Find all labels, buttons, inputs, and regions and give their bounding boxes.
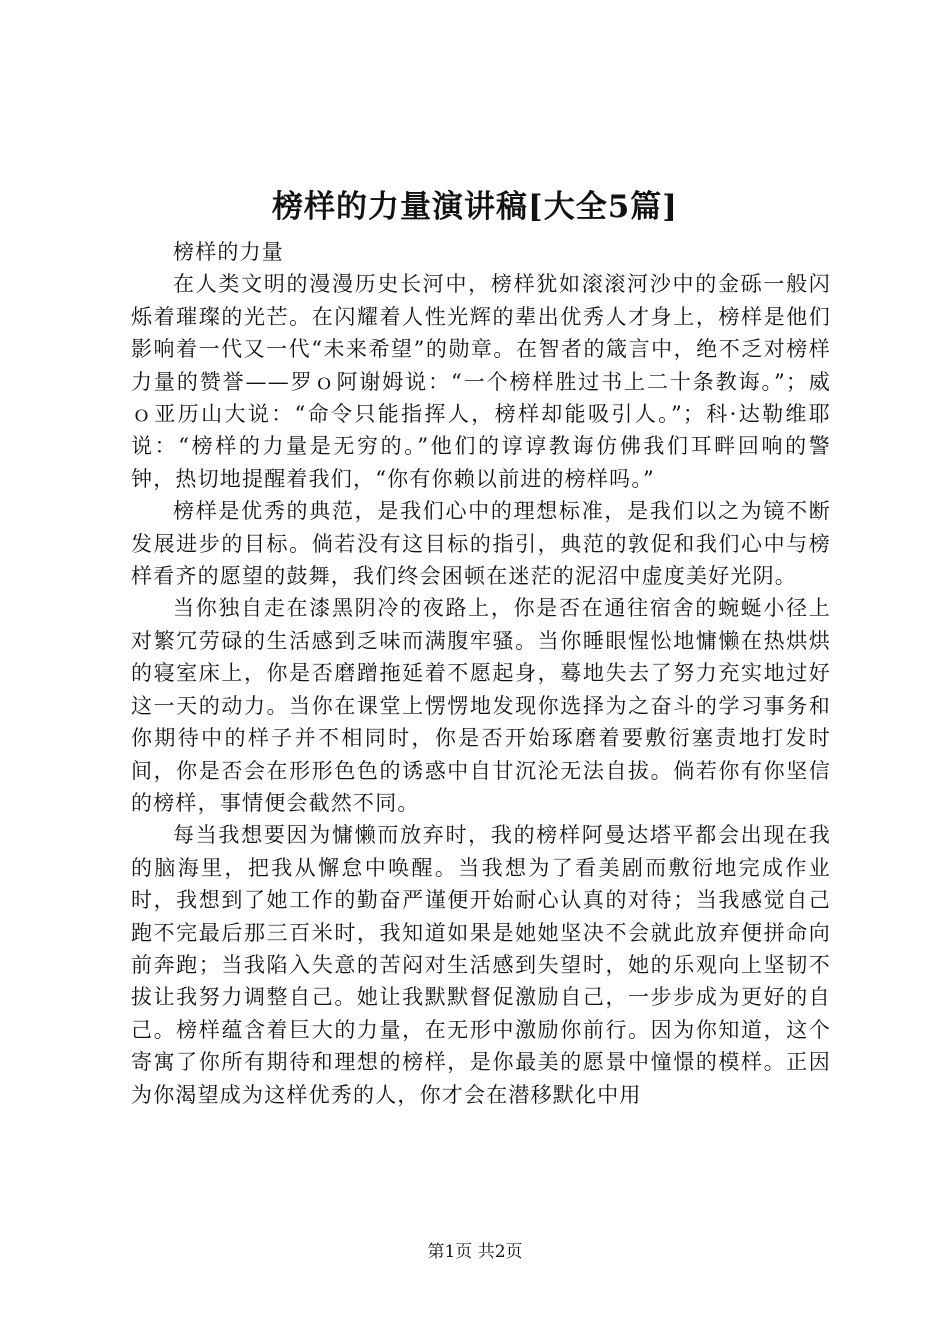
document-title: 榜样的力量演讲稿[大全5篇] xyxy=(272,189,678,225)
paragraph-4: 每当我想要因为慵懒而放弃时，我的榜样阿曼达塔平都会出现在我的脑海里，把我从懈怠中唤醒。当我想为了看美剧而敷衍地完成作业时，我想到了她工作的勤奋严谨便开始耐心认真的对待；当我感觉自己跑不完最后那三百米时，我知道如果是她她坚决不会就此放弃便拼命向前奔跑；当我陷入失意的苦闷对生活感到失望时，她的乐观向上坚韧不拔让我努力调整自己。她让我默默督促激励自己，一步步成为更好的自己。榜样蕴含着巨大的力量，在无形中激励你前行。因为你知道，这个寄寓了你所有期待和理想的榜样，是你最美的愿景中憧憬的模样。正因为你渴望成为这样优秀的人，你才会在潜移默化中用 xyxy=(131,823,831,1107)
document-subheading: 榜样的力量 xyxy=(173,240,284,264)
page-footer: 第1页 共2页 xyxy=(427,1242,523,1262)
document-body xyxy=(131,236,831,1111)
paragraph-3: 当你独自走在漆黑阴冷的夜路上，你是否在通往宿舍的蜿蜒小径上对繁冗劳碌的生活感到乏味而满腹牢骚。当你睡眼惺忪地慵懒在热烘烘的寝室床上，你是否磨蹭拖延着不愿起身，蓦地失去了努力充实地过好这一天的动力。当你在课堂上愣愣地发现你选择为之奋斗的学习事务和你期待中的样子并不相同时，你是否开始琢磨着要敷衍塞责地打发时间，你是否会在形形色色的诱惑中自甘沉沦无法自拔。倘若你有你坚信的榜样，事情便会截然不同。 xyxy=(131,596,831,815)
paragraph-1: 在人类文明的漫漫历史长河中，榜样犹如滚滚河沙中的金砾一般闪烁着璀璨的光芒。在闪耀着人性光辉的辈出优秀人才身上，榜样是他们影响着一代又一代“未来希望”的勋章。在智者的箴言中，绝不乏对榜样力量的赞誉——罗ｏ阿谢姆说：“一个榜样胜过书上二十条教诲。”；威ｏ亚历山大说：“命令只能指挥人，榜样却能吸引人。”；科·达勒维耶说：“榜样的力量是无穷的。”他们的谆谆教诲仿佛我们耳畔回响的警钟，热切地提醒着我们，“你有你赖以前进的榜样吗。” xyxy=(131,272,831,491)
paragraph-2: 榜样是优秀的典范，是我们心中的理想标准，是我们以之为镜不断发展进步的目标。倘若没有这目标的指引，典范的敦促和我们心中与榜样看齐的愿望的鼓舞，我们终会困顿在迷茫的泥沼中虚度美好光阴。 xyxy=(131,499,831,589)
